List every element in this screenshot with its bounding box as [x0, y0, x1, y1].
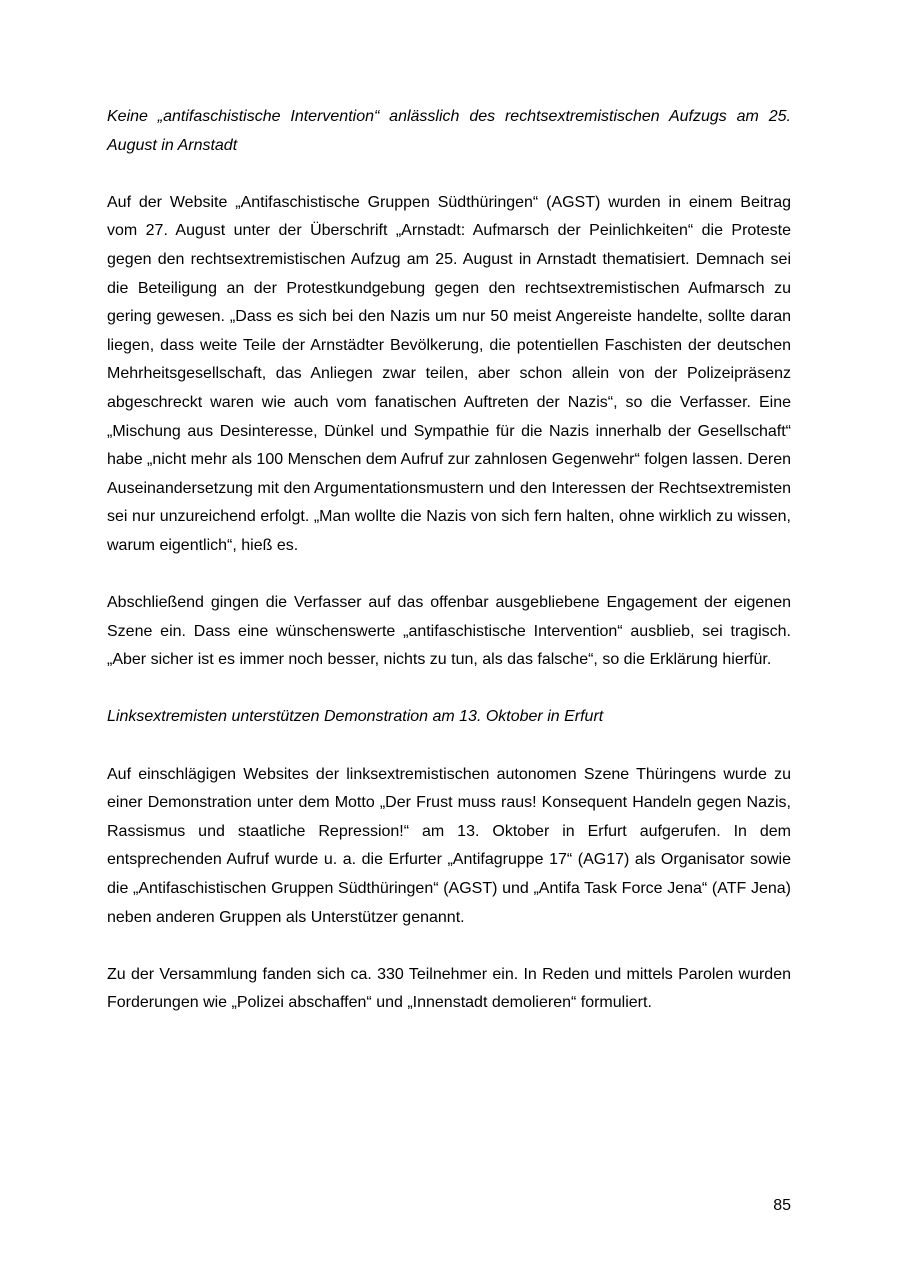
section-heading-erfurt: Linksextremisten unterstützen Demonstration am 13. Oktober in Erfurt [107, 708, 604, 726]
paragraph-erfurt-assembly: Zu der Versammlung fanden sich ca. 330 Teilnehmer ein. In Reden und mittels Parolen wurden Forderungen wie „Polizei abschaffen“ und „Innenstadt demolieren“ formuliert. [107, 965, 791, 1012]
page-number: 85 [773, 1197, 791, 1214]
spacer [107, 561, 791, 590]
spacer [107, 160, 791, 189]
paragraph-erfurt-call: Auf einschlägigen Websites der linksextremistischen autonomen Szene Thüringens wurde zu einer Demonstration unter dem Motto „Der Frust muss raus! Konsequent Handeln gegen Nazis, Rassismus und staatliche Repression!“ am 13. Oktober in Erfurt aufgerufen. In dem entsprechenden Aufruf wurde u. a. die Erfurter „Antifagruppe 17“ (AG17) als Organisator sowie die „Antifaschistischen Gruppen Südthüringen“ (AGST) und „Antifa Task Force Jena“ (ATF Jena) neben anderen Gruppen als Unterstützer genannt. [107, 765, 791, 926]
spacer [107, 732, 791, 761]
section-heading-arnstadt: Keine „antifaschistische Intervention“ anlässlich des rechtsextremistischen Aufzugs am 25. August in Arnstadt [107, 108, 791, 154]
document-body [107, 103, 791, 1018]
paragraph-arnstadt-protests: Auf der Website „Antifaschistische Gruppen Südthüringen“ (AGST) wurden in einem Beitrag vom 27. August unter der Überschrift „Arnstadt: Aufmarsch der Peinlichkeiten“ die Proteste gegen den rechtsextremistischen Aufzug am 25. August in Arnstadt thematisiert. Demnach sei die Beteiligung an der Protestkundgebung gegen den rechtsextremistischen Aufmarsch zu gering gewesen. „Dass es sich bei den Nazis um nur 50 meist Angereiste handelte, sollte daran liegen, dass weite Teile der Arnstädter Bevölkerung, die potentiellen Faschisten der deutschen Mehrheitsgesellschaft, das Anliegen zwar teilen, aber schon allein von der Polizeipräsenz abgeschreckt waren wie auch vom fanatischen Auftreten der Nazis“, so die Verfasser. Eine „Mischung aus Desinteresse, Dünkel und Sympathie für die Nazis innerhalb der Gesellschaft“ habe „nicht mehr als 100 Menschen dem Aufruf zur zahnlosen Gegenwehr“ folgen lassen. Deren Auseinandersetzung mit den Argumentationsmustern und den Interessen der Rechtsextremisten sei nur unzureichend erfolgt. „Man wollte die Nazis von sich fern halten, ohne wirklich zu wissen, warum eigentlich“, hieß es. [107, 193, 791, 554]
paragraph-arnstadt-conclusion: Abschließend gingen die Verfasser auf das offenbar ausgebliebene Engagement der eigenen Szene ein. Dass eine wünschenswerte „antifaschistische Intervention“ ausblieb, sei tragisch. „Aber sicher ist es immer noch besser, nichts zu tun, als das falsche“, so die Erklärung hierfür. [107, 594, 791, 669]
spacer [107, 675, 791, 704]
spacer [107, 932, 791, 961]
